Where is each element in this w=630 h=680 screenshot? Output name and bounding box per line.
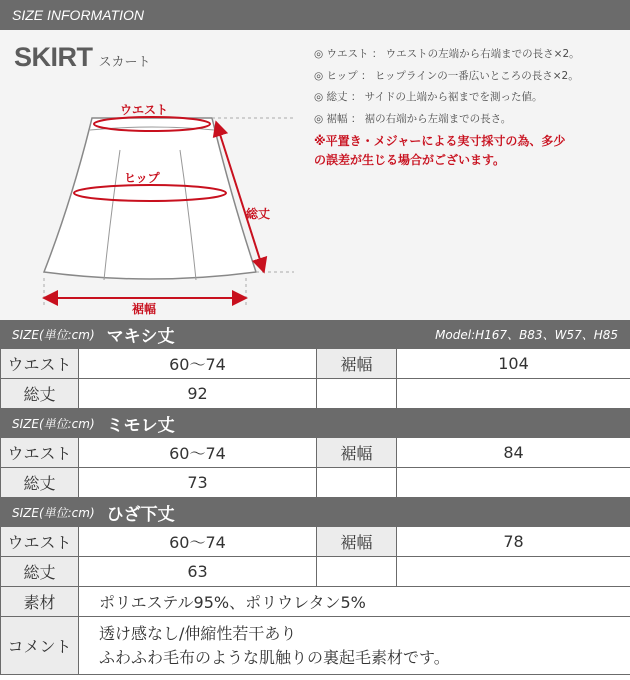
- cell-empty: [397, 379, 630, 409]
- note-hip: ◎ ヒップ ： ヒップラインの一番広いところの長さ×2。: [314, 69, 579, 82]
- table-row: [1, 527, 630, 557]
- cell-value: 60～74: [79, 438, 317, 468]
- cell-value: 104: [397, 349, 630, 379]
- section-bar-knee: [0, 498, 630, 526]
- skirt-jp: スカート: [98, 55, 151, 70]
- size-information-header: [0, 0, 630, 30]
- cell-empty: [397, 557, 630, 587]
- cell-label: ウエスト: [1, 438, 79, 468]
- table-row: [1, 438, 630, 468]
- table-row-material: [1, 587, 630, 617]
- cell-value: 84: [397, 438, 630, 468]
- cell-label: 裾幅: [317, 438, 397, 468]
- label-hem: 裾幅: [132, 302, 157, 316]
- measurement-notes: [314, 44, 624, 170]
- section-name: マキシ丈: [106, 326, 175, 347]
- table-row: [1, 557, 630, 587]
- header-title: SIZE INFORMATION: [12, 7, 144, 23]
- cell-empty: [397, 468, 630, 498]
- cell-value: 78: [397, 527, 630, 557]
- cell-label: 裾幅: [317, 527, 397, 557]
- label-length: 総丈: [246, 207, 271, 221]
- skirt-illustration: [0, 30, 314, 320]
- material-value: ポリエステル95%、ポリウレタン5%: [79, 587, 630, 617]
- table-row: [1, 379, 630, 409]
- comment-value: [79, 617, 630, 675]
- table-row: [1, 468, 630, 498]
- note-waist: ◎ ウエスト ： ウエストの左端から右端までの長さ×2。: [314, 48, 580, 60]
- cell-label: 裾幅: [317, 349, 397, 379]
- label-hip: ヒップ: [124, 171, 160, 185]
- skirt-diagram-panel: [0, 30, 630, 320]
- cell-label: 総丈: [1, 468, 79, 498]
- warning-line-1: ※平置き・メジャーによる実寸採寸の為、多少: [314, 134, 566, 148]
- section-unit: SIZE(単位:cm): [12, 327, 95, 342]
- skirt-word: SKIRT: [14, 42, 93, 72]
- warning-line-2: の誤差が生じる場合がございます。: [314, 153, 506, 167]
- cell-value: 60～74: [79, 349, 317, 379]
- note-hem: ◎ 裾幅 ： 裾の右端から左端までの長さ。: [314, 112, 512, 125]
- skirt-title: [14, 42, 151, 73]
- cell-value: 73: [79, 468, 317, 498]
- section-unit: SIZE(単位:cm): [12, 505, 95, 520]
- size-table-midi: [0, 437, 630, 498]
- cell-empty: [317, 379, 397, 409]
- cell-value: 63: [79, 557, 317, 587]
- skirt-outline: [44, 118, 256, 279]
- section-bar-midi: [0, 409, 630, 437]
- size-table-knee: [0, 526, 630, 675]
- table-row: [1, 349, 630, 379]
- table-row-comment: [1, 617, 630, 675]
- model-info: Model:H167、B83、W57、H85: [435, 327, 618, 342]
- section-unit: SIZE(単位:cm): [12, 416, 95, 431]
- section-bar-maxi: [0, 320, 630, 348]
- comment-line-1: 透け感なし/伸縮性若干あり: [99, 623, 297, 643]
- section-name: ミモレ丈: [106, 415, 175, 436]
- section-name: ひざ下丈: [106, 504, 175, 525]
- comment-label: コメント: [1, 617, 79, 675]
- cell-empty: [317, 468, 397, 498]
- cell-label: 総丈: [1, 379, 79, 409]
- cell-empty: [317, 557, 397, 587]
- cell-label: ウエスト: [1, 527, 79, 557]
- cell-value: 60～74: [79, 527, 317, 557]
- label-waist: ウエスト: [120, 103, 169, 117]
- comment-line-2: ふわふわ毛布のような肌触りの裏起毛素材です。: [99, 647, 450, 667]
- note-length: ◎ 総丈 ： サイドの上端から裾までを測った値。: [314, 91, 543, 103]
- cell-value: 92: [79, 379, 317, 409]
- material-label: 素材: [1, 587, 79, 617]
- size-table-maxi: [0, 348, 630, 409]
- cell-label: ウエスト: [1, 349, 79, 379]
- cell-label: 総丈: [1, 557, 79, 587]
